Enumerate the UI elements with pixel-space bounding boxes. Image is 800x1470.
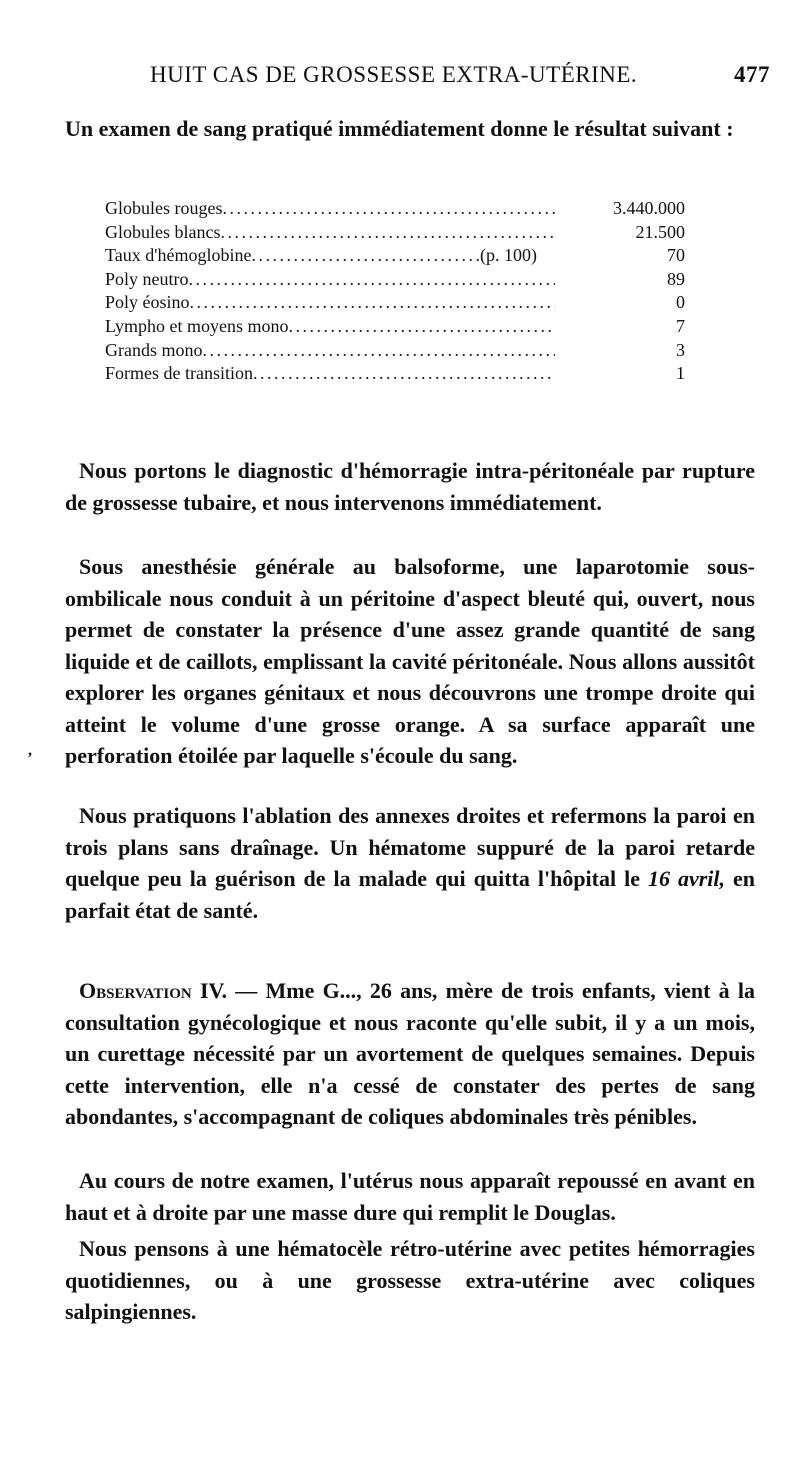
table-row bbox=[105, 244, 685, 268]
row-label: Poly éosino bbox=[105, 292, 190, 313]
table-row bbox=[105, 221, 685, 245]
row-value: 3 bbox=[676, 339, 685, 360]
exam-paragraph: Au cours de notre examen, l'utérus nous apparaît repoussé en avant en haut et à droite par une masse dure qui remplit le Douglas. bbox=[65, 1168, 755, 1225]
diagnosis-paragraph: Nous portons le diagnostic d'hémorragie intra-péritonéale par rupture de grossesse tubaire, et nous intervenons immédiatement. bbox=[65, 458, 755, 515]
operation-paragraph: Sous anesthésie générale au balsoforme, une laparotomie sous-ombilicale nous conduit à un péritoine d'aspect bleuté qui, ouvert, nous permet de constater la présence d'une assez grande quantité de sang liquide et de caillots, emplissant la cavité péritonéale. Nous allons aussitôt explorer les organes génitaux et nous découvrons une trompe droite qui atteint le volume d'une grosse orange. A sa surface apparaît une perforation étoilée par laquelle s'écoule du sang. bbox=[65, 554, 755, 768]
row-value: 7 bbox=[676, 315, 685, 336]
row-value: 89 bbox=[667, 268, 685, 289]
row-value: 1 bbox=[676, 363, 685, 384]
table-row bbox=[105, 362, 685, 386]
dot-leader bbox=[253, 362, 555, 386]
dot-leader bbox=[251, 244, 480, 268]
row-note: (p. 100) bbox=[480, 245, 537, 266]
table-row bbox=[105, 339, 685, 363]
dot-leader bbox=[222, 197, 555, 221]
discharge-date: 16 avril, bbox=[647, 866, 725, 891]
row-value: 3.440.000 bbox=[613, 198, 685, 218]
table-row bbox=[105, 197, 685, 221]
row-label: Globules rouges bbox=[105, 198, 223, 218]
ablation-text: Nous pratiquons l'ablation des annexes droites et refermons la paroi en trois plans sans draînage. Un hématome suppuré de la paroi retarde quelque peu la guérison de la malade qui quitta l'hôpital le bbox=[65, 803, 755, 891]
observation-text: — Mme G..., 26 ans, mère de trois enfants, vient à la consultation gynécologique et nous raconte qu'elle subit, il y a un mois, un curettage nécessité par un avortement de quelques semaines. Depuis cette intervention, elle n'a cessé de constater des pertes de sang abondantes, s'accompagnant de coliques abdominales très pénibles. bbox=[65, 978, 755, 1129]
ablation-text-end: en parfait état de santé. bbox=[65, 866, 755, 923]
observation-heading: Observation IV. bbox=[79, 978, 228, 1003]
row-value: 21.500 bbox=[635, 221, 685, 242]
running-title: HUIT CAS DE GROSSESSE EXTRA-UTÉRINE. bbox=[150, 62, 638, 87]
row-label: Grands mono bbox=[105, 339, 203, 360]
row-value: 70 bbox=[667, 245, 685, 266]
blood-results-table bbox=[105, 197, 685, 386]
row-label: Globules blancs bbox=[105, 221, 221, 242]
dot-leader bbox=[189, 268, 556, 292]
margin-mark: , bbox=[28, 742, 32, 759]
dot-leader bbox=[289, 315, 556, 339]
observation-paragraph bbox=[65, 975, 755, 1133]
table-row bbox=[105, 268, 685, 292]
ablation-paragraph bbox=[65, 800, 755, 926]
dot-leader bbox=[203, 339, 556, 363]
intro-paragraph: Un examen de sang pratiqué immédiatement donne le résultat suivant : bbox=[65, 116, 734, 141]
dot-leader bbox=[190, 291, 555, 315]
page-number: 477 bbox=[734, 62, 770, 87]
row-label: Taux d'hémoglobine bbox=[105, 245, 252, 266]
table-row bbox=[105, 315, 685, 339]
row-value: 0 bbox=[676, 292, 685, 313]
dot-leader bbox=[220, 221, 555, 245]
row-label: Lympho et moyens mono bbox=[105, 315, 289, 336]
page-header bbox=[150, 62, 770, 92]
table-row bbox=[105, 291, 685, 315]
row-label: Poly neutro bbox=[105, 268, 189, 289]
hypothesis-paragraph: Nous pensons à une hématocèle rétro-utérine avec petites hémorragies quotidiennes, ou à une grossesse extra-utérine avec coliques salpingiennes. bbox=[65, 1236, 755, 1324]
row-label: Formes de transition bbox=[105, 363, 253, 384]
